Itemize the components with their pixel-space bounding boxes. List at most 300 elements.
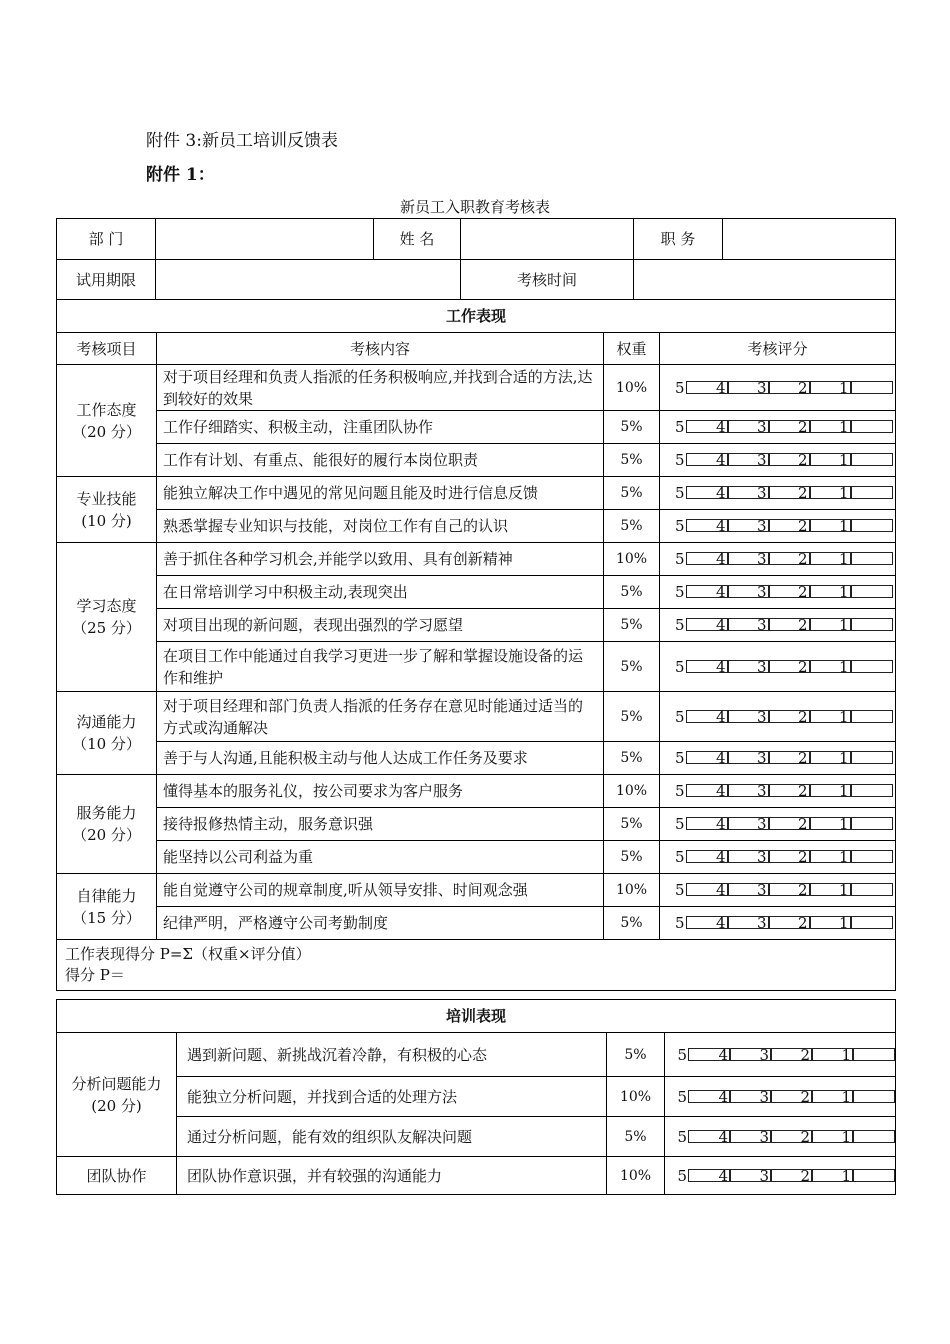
score-option[interactable]: [716, 780, 757, 802]
table-row: [57, 444, 896, 477]
checkbox-icon[interactable]: [852, 1169, 895, 1182]
score-value: 2: [800, 1127, 811, 1146]
score-value: 5: [675, 749, 685, 767]
criterion-weight: 5%: [604, 907, 660, 940]
category-name: 自律能力: [76, 886, 137, 905]
score-option[interactable]: [678, 1044, 719, 1066]
criterion-weight: 5%: [604, 692, 660, 742]
criterion-text: 遇到新问题、新挑战沉着冷静，有积极的心态: [177, 1033, 607, 1077]
checkbox-icon[interactable]: [852, 1130, 895, 1143]
score-option[interactable]: [798, 449, 839, 471]
score-option[interactable]: [760, 1165, 801, 1187]
score-option[interactable]: [716, 482, 757, 504]
criterion-text: 善于抓住各种学习机会,并能学以致用、具有创新精神: [157, 543, 604, 576]
score-option[interactable]: [757, 377, 798, 399]
score-value: 5: [675, 418, 685, 436]
position-label: 职 务: [634, 219, 723, 260]
score-option[interactable]: [757, 449, 798, 471]
checkbox-icon[interactable]: [850, 381, 893, 394]
table-row: [57, 1077, 896, 1117]
table-row: [57, 642, 896, 692]
score-option[interactable]: [839, 515, 880, 537]
score-option[interactable]: [757, 656, 798, 678]
score-options: [660, 510, 896, 543]
score-option[interactable]: [839, 879, 880, 901]
table-row: [57, 841, 896, 874]
checkbox-icon[interactable]: [850, 916, 893, 929]
score-value: 2: [800, 1166, 811, 1185]
score-value: 4: [716, 451, 726, 469]
score-value: 1: [839, 782, 849, 800]
category-name: 学习态度: [76, 597, 137, 615]
score-value: 5: [677, 1087, 688, 1106]
score-value: 4: [718, 1127, 729, 1146]
table-row: [57, 874, 896, 907]
score-option[interactable]: [798, 747, 839, 769]
score-value: 5: [675, 914, 685, 932]
score-option[interactable]: [839, 482, 880, 504]
score-value: 4: [716, 583, 726, 601]
criterion-weight: 5%: [604, 808, 660, 841]
score-option[interactable]: [675, 846, 716, 868]
checkbox-icon[interactable]: [852, 1048, 895, 1061]
formula-cell: [57, 940, 896, 991]
category-points: （20 分）: [72, 826, 141, 844]
score-value: 4: [716, 517, 726, 535]
criterion-text: 懂得基本的服务礼仪，按公司要求为客户服务: [157, 775, 604, 808]
criterion-text: 通过分析问题，能有效的组织队友解决问题: [177, 1117, 607, 1157]
score-option[interactable]: [842, 1126, 883, 1148]
score-options: [660, 907, 896, 940]
score-value: 2: [798, 707, 808, 726]
table-row: [57, 609, 896, 642]
table-row: [57, 1117, 896, 1157]
score-option[interactable]: [839, 449, 880, 471]
score-option[interactable]: [675, 482, 716, 504]
table-row: [57, 576, 896, 609]
score-option[interactable]: [675, 879, 716, 901]
review-time-label: 考核时间: [461, 260, 634, 300]
score-value: 5: [675, 881, 685, 899]
score-value: 4: [716, 881, 726, 899]
score-option[interactable]: [716, 813, 757, 835]
score-value: 4: [716, 782, 726, 800]
score-option[interactable]: [798, 416, 839, 438]
table-row: [57, 510, 896, 543]
score-column-header: 考核评分: [660, 333, 896, 365]
score-option[interactable]: [675, 515, 716, 537]
score-value: 4: [716, 815, 726, 833]
category-name: 团队协作: [86, 1166, 147, 1185]
criterion-text: 能自觉遵守公司的规章制度,听从领导安排、时间观念强: [157, 874, 604, 907]
score-option[interactable]: [716, 581, 757, 603]
score-value: 4: [716, 418, 726, 436]
score-option[interactable]: [757, 548, 798, 570]
content-column-header: 考核内容: [157, 333, 604, 365]
table-row: [57, 1157, 896, 1195]
score-value: 2: [798, 657, 808, 676]
score-options: [660, 609, 896, 642]
checkbox-icon[interactable]: [850, 784, 893, 797]
score-option[interactable]: [839, 706, 880, 728]
score-option[interactable]: [760, 1044, 801, 1066]
score-option[interactable]: [757, 780, 798, 802]
table-row: [57, 411, 896, 444]
score-value: 5: [675, 517, 685, 535]
score-option[interactable]: [716, 614, 757, 636]
checkbox-icon[interactable]: [850, 585, 893, 598]
score-value: 2: [798, 848, 808, 866]
score-option[interactable]: [716, 706, 757, 728]
score-value: 5: [675, 550, 685, 568]
score-option[interactable]: [716, 846, 757, 868]
score-value: 4: [716, 484, 726, 502]
score-option[interactable]: [716, 377, 757, 399]
category-name: 分析问题能力: [71, 1074, 162, 1093]
score-option[interactable]: [719, 1126, 760, 1148]
criterion-weight: 5%: [604, 642, 660, 692]
score-options: [660, 808, 896, 841]
score-option[interactable]: [801, 1126, 842, 1148]
score-value: 5: [675, 451, 685, 469]
checkbox-icon[interactable]: [850, 486, 893, 499]
criterion-weight: 5%: [604, 609, 660, 642]
score-option[interactable]: [716, 912, 757, 934]
checkbox-icon[interactable]: [850, 519, 893, 532]
score-value: 2: [800, 1087, 811, 1106]
score-options: [660, 477, 896, 510]
score-option[interactable]: [716, 747, 757, 769]
score-option[interactable]: [757, 614, 798, 636]
score-option[interactable]: [798, 581, 839, 603]
score-value: 2: [798, 616, 808, 634]
criterion-text: 能独立分析问题，并找到合适的处理方法: [177, 1077, 607, 1117]
score-value: 1: [839, 749, 849, 767]
score-options: [660, 543, 896, 576]
category-cell: [57, 1157, 177, 1195]
score-option[interactable]: [757, 706, 798, 728]
score-value: 4: [718, 1087, 729, 1106]
score-value: 3: [757, 782, 767, 800]
probation-field[interactable]: [156, 260, 461, 300]
score-option[interactable]: [719, 1086, 760, 1108]
score-value: 1: [841, 1087, 852, 1106]
score-value: 3: [757, 914, 767, 932]
score-value: 1: [841, 1045, 852, 1064]
score-option[interactable]: [675, 614, 716, 636]
score-value: 2: [798, 749, 808, 767]
score-value: 4: [716, 657, 726, 676]
department-field[interactable]: [156, 219, 374, 260]
checkbox-icon[interactable]: [850, 453, 893, 466]
attachment-1-line: 附件 1：: [146, 165, 215, 185]
score-options: [660, 365, 896, 411]
score-option[interactable]: [675, 780, 716, 802]
score-value: 2: [798, 550, 808, 568]
criterion-text: 能独立解决工作中遇见的常见问题且能及时进行信息反馈: [157, 477, 604, 510]
table-row: [57, 1033, 896, 1077]
score-option[interactable]: [757, 879, 798, 901]
criterion-text: 对于项目经理和负责人指派的任务积极响应,并找到合适的方法,达到较好的效果: [157, 365, 604, 411]
score-option[interactable]: [675, 706, 716, 728]
checkbox-icon[interactable]: [850, 660, 893, 673]
checkbox-icon[interactable]: [850, 883, 893, 896]
checkbox-icon[interactable]: [850, 850, 893, 863]
checkbox-icon[interactable]: [852, 1090, 895, 1103]
score-value: 2: [798, 782, 808, 800]
score-option[interactable]: [675, 581, 716, 603]
score-option[interactable]: [839, 912, 880, 934]
criterion-text: 熟悉掌握专业知识与技能，对岗位工作有自己的认识: [157, 510, 604, 543]
score-option[interactable]: [798, 879, 839, 901]
review-time-field[interactable]: [634, 260, 896, 300]
score-option[interactable]: [798, 846, 839, 868]
score-option[interactable]: [839, 813, 880, 835]
score-options: [665, 1033, 896, 1077]
score-options: [660, 576, 896, 609]
score-value: 1: [839, 616, 849, 634]
score-value: 5: [675, 815, 685, 833]
score-option[interactable]: [716, 656, 757, 678]
criterion-text: 能坚持以公司利益为重: [157, 841, 604, 874]
checkbox-icon[interactable]: [850, 618, 893, 631]
criterion-text: 善于与人沟通,且能积极主动与他人达成工作任务及要求: [157, 742, 604, 775]
score-option[interactable]: [801, 1086, 842, 1108]
category-cell: [57, 477, 157, 543]
score-value: 1: [839, 583, 849, 601]
criterion-text: 工作有计划、有重点、能很好的履行本岗位职责: [157, 444, 604, 477]
score-option[interactable]: [798, 377, 839, 399]
category-points: （25 分）: [72, 619, 141, 637]
weight-column-header: 权重: [604, 333, 660, 365]
score-option[interactable]: [675, 813, 716, 835]
score-value: 3: [757, 517, 767, 535]
criterion-weight: 10%: [604, 775, 660, 808]
score-value: 1: [839, 815, 849, 833]
checkbox-icon[interactable]: [850, 817, 893, 830]
score-option[interactable]: [798, 548, 839, 570]
score-option[interactable]: [839, 548, 880, 570]
score-value: 1: [839, 484, 849, 502]
score-option[interactable]: [678, 1165, 719, 1187]
criterion-text: 在日常培训学习中积极主动,表现突出: [157, 576, 604, 609]
score-option[interactable]: [678, 1086, 719, 1108]
score-option[interactable]: [675, 747, 716, 769]
formula-row: [57, 940, 896, 991]
score-value: 1: [839, 451, 849, 469]
criterion-text: 纪律严明，严格遵守公司考勤制度: [157, 907, 604, 940]
score-option[interactable]: [798, 515, 839, 537]
score-option[interactable]: [716, 548, 757, 570]
category-points: （10 分）: [72, 735, 141, 753]
score-value: 4: [718, 1045, 729, 1064]
score-option[interactable]: [760, 1086, 801, 1108]
category-name: 工作态度: [76, 400, 137, 419]
score-option[interactable]: [716, 515, 757, 537]
section-title: 工作表现: [57, 300, 896, 333]
table-row: [57, 808, 896, 841]
score-option[interactable]: [760, 1126, 801, 1148]
score-option[interactable]: [719, 1165, 760, 1187]
score-option[interactable]: [678, 1126, 719, 1148]
score-value: 2: [798, 451, 808, 469]
score-options: [660, 742, 896, 775]
score-value: 3: [757, 378, 767, 397]
checkbox-icon[interactable]: [850, 420, 893, 433]
criterion-weight: 5%: [604, 444, 660, 477]
score-option[interactable]: [798, 656, 839, 678]
score-value: 3: [757, 451, 767, 469]
score-option[interactable]: [757, 813, 798, 835]
category-name: 专业技能: [76, 489, 137, 508]
table-row: [57, 365, 896, 411]
score-value: 5: [675, 616, 685, 634]
score-option[interactable]: [801, 1044, 842, 1066]
score-option[interactable]: [839, 581, 880, 603]
checkbox-icon[interactable]: [850, 710, 893, 723]
criterion-weight: 10%: [604, 874, 660, 907]
table-row: [57, 477, 896, 510]
criterion-text: 对于项目经理和部门负责人指派的任务存在意见时能通过适当的方式或沟通解决: [157, 692, 604, 742]
score-option[interactable]: [798, 706, 839, 728]
score-option[interactable]: [839, 747, 880, 769]
score-value: 3: [759, 1166, 770, 1185]
score-option[interactable]: [675, 416, 716, 438]
score-value: 1: [841, 1127, 852, 1146]
score-value: 3: [759, 1045, 770, 1064]
score-value: 5: [677, 1166, 688, 1185]
score-option[interactable]: [842, 1086, 883, 1108]
score-option[interactable]: [798, 912, 839, 934]
criterion-text: 接待报修热情主动，服务意识强: [157, 808, 604, 841]
score-value: 2: [798, 517, 808, 535]
score-value: 1: [839, 550, 849, 568]
score-option[interactable]: [839, 780, 880, 802]
category-cell: [57, 775, 157, 874]
score-value: 3: [757, 616, 767, 634]
score-option[interactable]: [798, 813, 839, 835]
score-option[interactable]: [757, 747, 798, 769]
table-row: [57, 692, 896, 742]
attachment-3-line: 附件 3:新员工培训反馈表: [146, 131, 338, 151]
score-option[interactable]: [842, 1044, 883, 1066]
score-option[interactable]: [675, 656, 716, 678]
item-column-header: 考核项目: [57, 333, 157, 365]
score-options: [660, 874, 896, 907]
score-option[interactable]: [798, 780, 839, 802]
form-title: 新员工入职教育考核表: [399, 198, 550, 216]
score-option[interactable]: [801, 1165, 842, 1187]
score-option[interactable]: [757, 846, 798, 868]
score-value: 3: [757, 418, 767, 436]
score-value: 4: [716, 378, 726, 397]
score-value: 2: [800, 1045, 811, 1064]
criterion-text: 团队协作意识强，并有较强的沟通能力: [177, 1157, 607, 1195]
score-option[interactable]: [675, 449, 716, 471]
training-performance-table: [56, 999, 896, 1195]
score-option[interactable]: [757, 912, 798, 934]
score-value: 1: [839, 848, 849, 866]
score-option[interactable]: [675, 548, 716, 570]
score-value: 3: [757, 815, 767, 833]
score-option[interactable]: [757, 515, 798, 537]
score-value: 4: [716, 749, 726, 767]
score-value: 3: [759, 1127, 770, 1146]
table-row: [57, 543, 896, 576]
score-option[interactable]: [675, 377, 716, 399]
criterion-weight: 5%: [604, 510, 660, 543]
checkbox-icon[interactable]: [850, 751, 893, 764]
probation-label: 试用期限: [57, 260, 156, 300]
score-value: 3: [759, 1087, 770, 1106]
score-value: 2: [798, 418, 808, 436]
score-option[interactable]: [842, 1165, 883, 1187]
score-option[interactable]: [675, 912, 716, 934]
score-value: 5: [675, 848, 685, 866]
score-value: 5: [677, 1127, 688, 1146]
score-option[interactable]: [839, 656, 880, 678]
score-option[interactable]: [839, 614, 880, 636]
score-options: [660, 692, 896, 742]
score-value: 1: [839, 707, 849, 726]
score-value: 3: [757, 550, 767, 568]
score-value: 4: [716, 550, 726, 568]
category-cell: [57, 543, 157, 692]
score-option[interactable]: [716, 416, 757, 438]
score-option[interactable]: [719, 1044, 760, 1066]
score-option[interactable]: [757, 482, 798, 504]
score-value: 1: [839, 914, 849, 932]
score-value: 4: [716, 616, 726, 634]
category-points: (20 分): [91, 1096, 142, 1115]
category-name: 服务能力: [76, 804, 137, 822]
category-cell: [57, 692, 157, 775]
category-cell: [57, 365, 157, 477]
checkbox-icon[interactable]: [850, 552, 893, 565]
section-title: 培训表现: [57, 1000, 896, 1033]
score-option[interactable]: [839, 846, 880, 868]
score-option[interactable]: [839, 377, 880, 399]
category-points: （20 分）: [72, 422, 141, 441]
score-value: 4: [716, 848, 726, 866]
score-option[interactable]: [757, 581, 798, 603]
department-label: 部 门: [57, 219, 156, 260]
score-options: [660, 411, 896, 444]
score-option[interactable]: [798, 482, 839, 504]
score-option[interactable]: [716, 449, 757, 471]
criterion-weight: 5%: [607, 1033, 665, 1077]
criterion-text: 工作仔细踏实、积极主动，注重团队协作: [157, 411, 604, 444]
name-label: 姓 名: [374, 219, 461, 260]
criterion-weight: 10%: [607, 1157, 665, 1195]
header-info-table: [56, 218, 896, 300]
score-options: [665, 1117, 896, 1157]
table-row: [57, 742, 896, 775]
score-option[interactable]: [839, 416, 880, 438]
column-header-row: [57, 333, 896, 365]
score-option[interactable]: [798, 614, 839, 636]
score-value: 3: [757, 881, 767, 899]
score-options: [660, 444, 896, 477]
position-field[interactable]: [723, 219, 896, 260]
score-option[interactable]: [716, 879, 757, 901]
score-value: 1: [841, 1166, 852, 1185]
score-result-field[interactable]: 得分 P＝: [65, 966, 125, 984]
name-field[interactable]: [461, 219, 634, 260]
score-value: 4: [718, 1166, 729, 1185]
score-option[interactable]: [757, 416, 798, 438]
score-value: 4: [716, 914, 726, 932]
